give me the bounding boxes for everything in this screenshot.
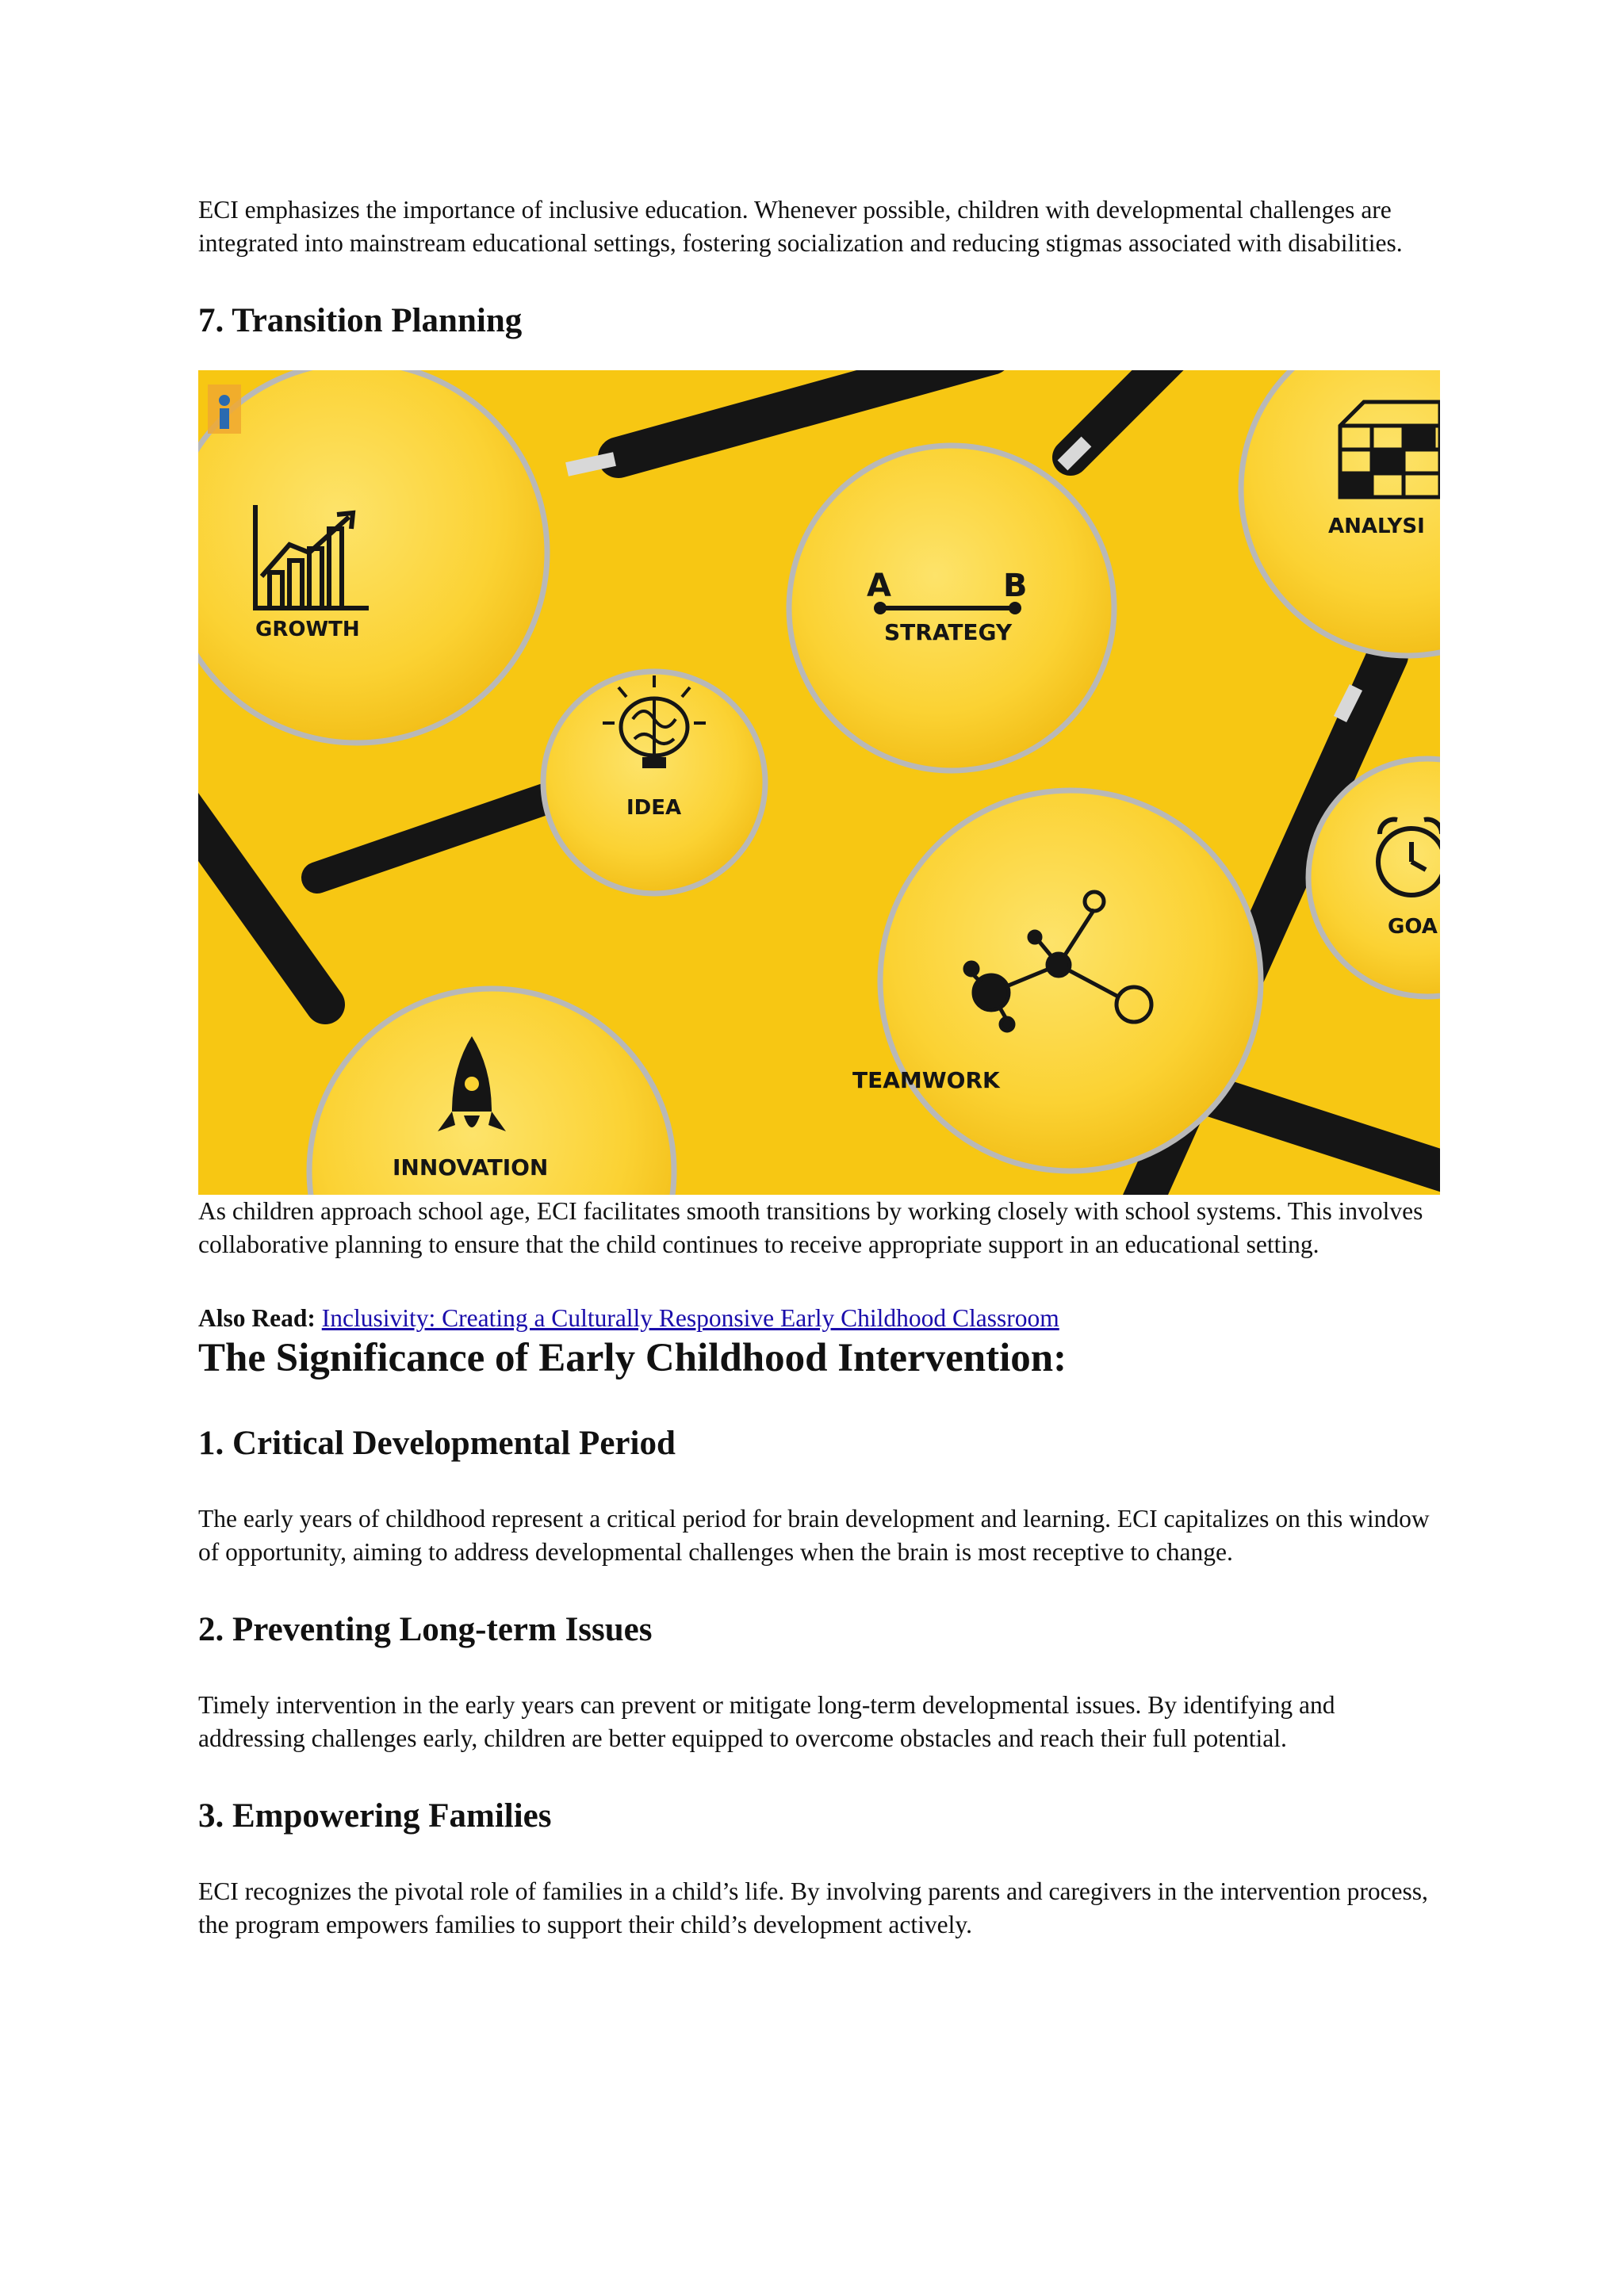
logo-badge-icon [208,385,241,434]
intro-paragraph: ECI emphasizes the importance of inclusive education. Whenever possible, children with developmental challenges are integrated into mainstream educational settings, fostering socialization and reducing stigmas associated with disabilities. [198,196,1403,257]
growth-label: GROWTH [255,618,360,641]
section-1-paragraph: The early years of childhood represent a critical period for brain development and learning. ECI capitalizes on this window of opportunity, aiming to address developmental challenges when the brain is most receptive to change. [198,1505,1430,1566]
section-2-paragraph: Timely intervention in the early years can prevent or mitigate long-term developmental issues. By identifying and addressing challenges early, children are better equipped to overcome obstacles and reach their full potential. [198,1691,1335,1752]
idea-label: IDEA [626,796,682,820]
also-read-link[interactable]: Inclusivity: Creating a Culturally Responsive Early Childhood Classroom [321,1304,1059,1332]
strategy-a-label: A [867,568,891,604]
magnifying-glasses-image [198,370,1440,1195]
section-3-heading: 3. Empowering Families [198,1797,552,1835]
innovation-label: INNOVATION [393,1154,549,1181]
also-read-prefix: Also Read: [198,1304,316,1332]
goal-label: GOA [1388,915,1438,939]
section-3-paragraph: ECI recognizes the pivotal role of families in a child’s life. By involving parents and caregivers in the intervention process, the program empowers families to support their child’s development actively. [198,1877,1428,1938]
transition-planning-heading: 7. Transition Planning [198,302,523,339]
analysis-label: ANALYSI [1328,515,1425,538]
teamwork-label: TEAMWORK [852,1067,1000,1093]
strategy-label: STRATEGY [884,619,1013,645]
significance-heading: The Significance of Early Childhood Intervention: [198,1336,1067,1380]
section-1-heading: 1. Critical Developmental Period [198,1425,676,1462]
section-2-heading: 2. Preventing Long-term Issues [198,1611,653,1648]
transition-paragraph: As children approach school age, ECI facilitates smooth transitions by working closely with school systems. This involves collaborative planning to ensure that the child continues to receive appropriate support in an educational setting. [198,1197,1423,1258]
also-read [198,1302,1440,1334]
strategy-b-label: B [1003,568,1028,604]
article-content [198,193,1440,1941]
